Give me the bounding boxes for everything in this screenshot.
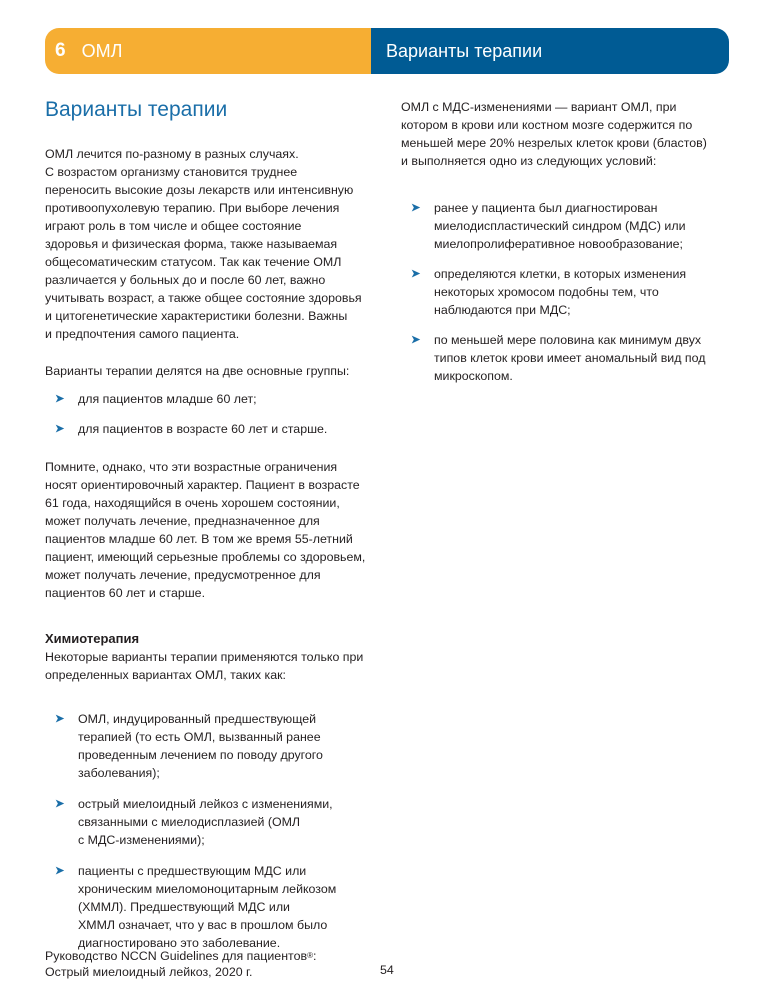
text-line: заболевания);: [78, 766, 160, 780]
page-title: Варианты терапии: [45, 98, 228, 121]
text-line: учитывать возраст, а также общее состояние здоровья: [45, 291, 362, 305]
text-line: и выполняется одно из следующих условий:: [401, 154, 657, 168]
text-line: и цитогенетические характеристики болезни. Важны: [45, 309, 348, 323]
page-number: 54: [380, 963, 394, 977]
mds-conditions-list: [401, 199, 731, 385]
text-line: острый миелоидный лейкоз с изменениями,: [78, 797, 333, 811]
text-line: для пациентов младше 60 лет;: [78, 392, 257, 406]
list-item: [45, 390, 375, 408]
footer: [45, 948, 316, 980]
chapter-number: 6: [55, 40, 66, 61]
registered-mark: ®: [307, 951, 313, 960]
age-note-paragraph: [45, 458, 375, 602]
chapter-title: ОМЛ: [81, 40, 123, 61]
text-line: ОМЛ с МДС-изменениями — вариант ОМЛ, при: [401, 100, 677, 114]
text-line: может получать лечение, предназначенное для: [45, 514, 320, 528]
chevron-right-icon: ➤: [411, 268, 421, 280]
footer-line-1: [45, 948, 316, 964]
text-line: по меньшей мере половина как минимум двух: [434, 333, 702, 347]
left-column: [45, 96, 375, 965]
section-tab: [371, 28, 729, 74]
text-line: переносить высокие дозы лекарств или интенсивную: [45, 183, 354, 197]
text-line: здоровья и физическая форма, также называемая: [45, 237, 338, 251]
text-line: противоопухолевую терапию. При выборе лечения: [45, 201, 340, 215]
text-line: определенных вариантах ОМЛ, таких как:: [45, 668, 286, 682]
list-item: [45, 795, 375, 849]
list-item: [45, 862, 375, 952]
section-title: Варианты терапии: [386, 40, 543, 61]
text-line: пациентов младше 60 лет. В том же время 55-летний: [45, 532, 353, 546]
text-line: играют роль в том числе и общее состояние: [45, 219, 302, 233]
text-line: 61 года, находящийся в очень хорошем состоянии,: [45, 496, 340, 510]
chemotherapy-heading: Химиотерапия: [45, 631, 140, 646]
text-line: терапией (то есть ОМЛ, вызванный ранее: [78, 730, 321, 744]
text-line: общесоматическим статусом. Так как течение ОМЛ: [45, 255, 342, 269]
text-line: меньшей мере 20% незрелых клеток крови (бластов): [401, 136, 707, 150]
text-line: для пациентов в возрасте 60 лет и старше.: [78, 422, 328, 436]
text-line: диагностировано это заболевание.: [78, 936, 281, 950]
chevron-right-icon: ➤: [55, 798, 65, 810]
chevron-right-icon: ➤: [55, 713, 65, 725]
text-line: (ХММЛ). Предшествующий МДС или: [78, 900, 290, 914]
text-line: пациентов 60 лет и старше.: [45, 586, 206, 600]
chevron-right-icon: ➤: [55, 423, 65, 435]
list-item: [401, 199, 731, 253]
text-line: Помните, однако, что эти возрастные ограничения: [45, 460, 338, 474]
footer-guide-name: Руководство NCCN Guidelines для пациентов: [45, 949, 308, 963]
text-line: миелопролиферативное новообразование;: [434, 237, 683, 251]
text-line: может получать лечение, предусмотренное для: [45, 568, 321, 582]
text-line: с МДС-изменениями);: [78, 833, 205, 847]
text-line: Некоторые варианты терапии применяются только при: [45, 650, 364, 664]
chemotherapy-list: [45, 710, 375, 952]
text-line: носят ориентировочный характер. Пациент в возрасте: [45, 478, 360, 492]
mds-definition: [401, 98, 731, 170]
text-line: микроскопом.: [434, 369, 513, 383]
list-item: [45, 710, 375, 782]
page-header: [45, 28, 729, 74]
text-line: связанными с миелодисплазией (ОМЛ: [78, 815, 301, 829]
text-line: хроническим миеломоноцитарным лейкозом: [78, 882, 337, 896]
list-item: [401, 331, 731, 385]
chevron-right-icon: ➤: [55, 865, 65, 877]
text-line: ранее у пациента был диагностирован: [434, 201, 658, 215]
text-line: и предпочтения самого пациента.: [45, 327, 240, 341]
intro-paragraph: [45, 145, 375, 343]
text-line: пациенты с предшествующим МДС или: [78, 864, 307, 878]
text-line: ОМЛ, индуцированный предшествующей: [78, 712, 317, 726]
groups-intro: Варианты терапии делятся на две основные группы:: [45, 364, 350, 378]
list-item: [45, 420, 375, 438]
chevron-right-icon: ➤: [411, 202, 421, 214]
text-line: различается у больных до и после 60 лет, важно: [45, 273, 326, 287]
text-line: некоторых хромосом подобны тем, что: [434, 285, 659, 299]
text-line: котором в крови или костном мозге содержится по: [401, 118, 693, 132]
chevron-right-icon: ➤: [55, 393, 65, 405]
chapter-tab: [45, 28, 371, 74]
right-column: [401, 98, 731, 397]
list-item: [401, 265, 731, 319]
chemotherapy-intro: [45, 648, 375, 684]
text-line: наблюдаются при МДС;: [434, 303, 571, 317]
age-group-list: [45, 390, 375, 438]
text-line: определяются клетки, в которых изменения: [434, 267, 687, 281]
text-line: С возрастом организму становится труднее: [45, 165, 298, 179]
footer-line-2: Острый миелоидный лейкоз, 2020 г.: [45, 965, 253, 979]
footer-colon: :: [312, 949, 317, 963]
text-line: ХММЛ означает, что у вас в прошлом было: [78, 918, 328, 932]
text-line: типов клеток крови имеет аномальный вид под: [434, 351, 706, 365]
text-line: проведенным лечением по поводу другого: [78, 748, 323, 762]
chevron-right-icon: ➤: [411, 334, 421, 346]
text-line: пациент, имеющий серьезные проблемы со здоровьем,: [45, 550, 366, 564]
text-line: миелодиспластический синдром (МДС) или: [434, 219, 686, 233]
text-line: ОМЛ лечится по-разному в разных случаях.: [45, 147, 299, 161]
